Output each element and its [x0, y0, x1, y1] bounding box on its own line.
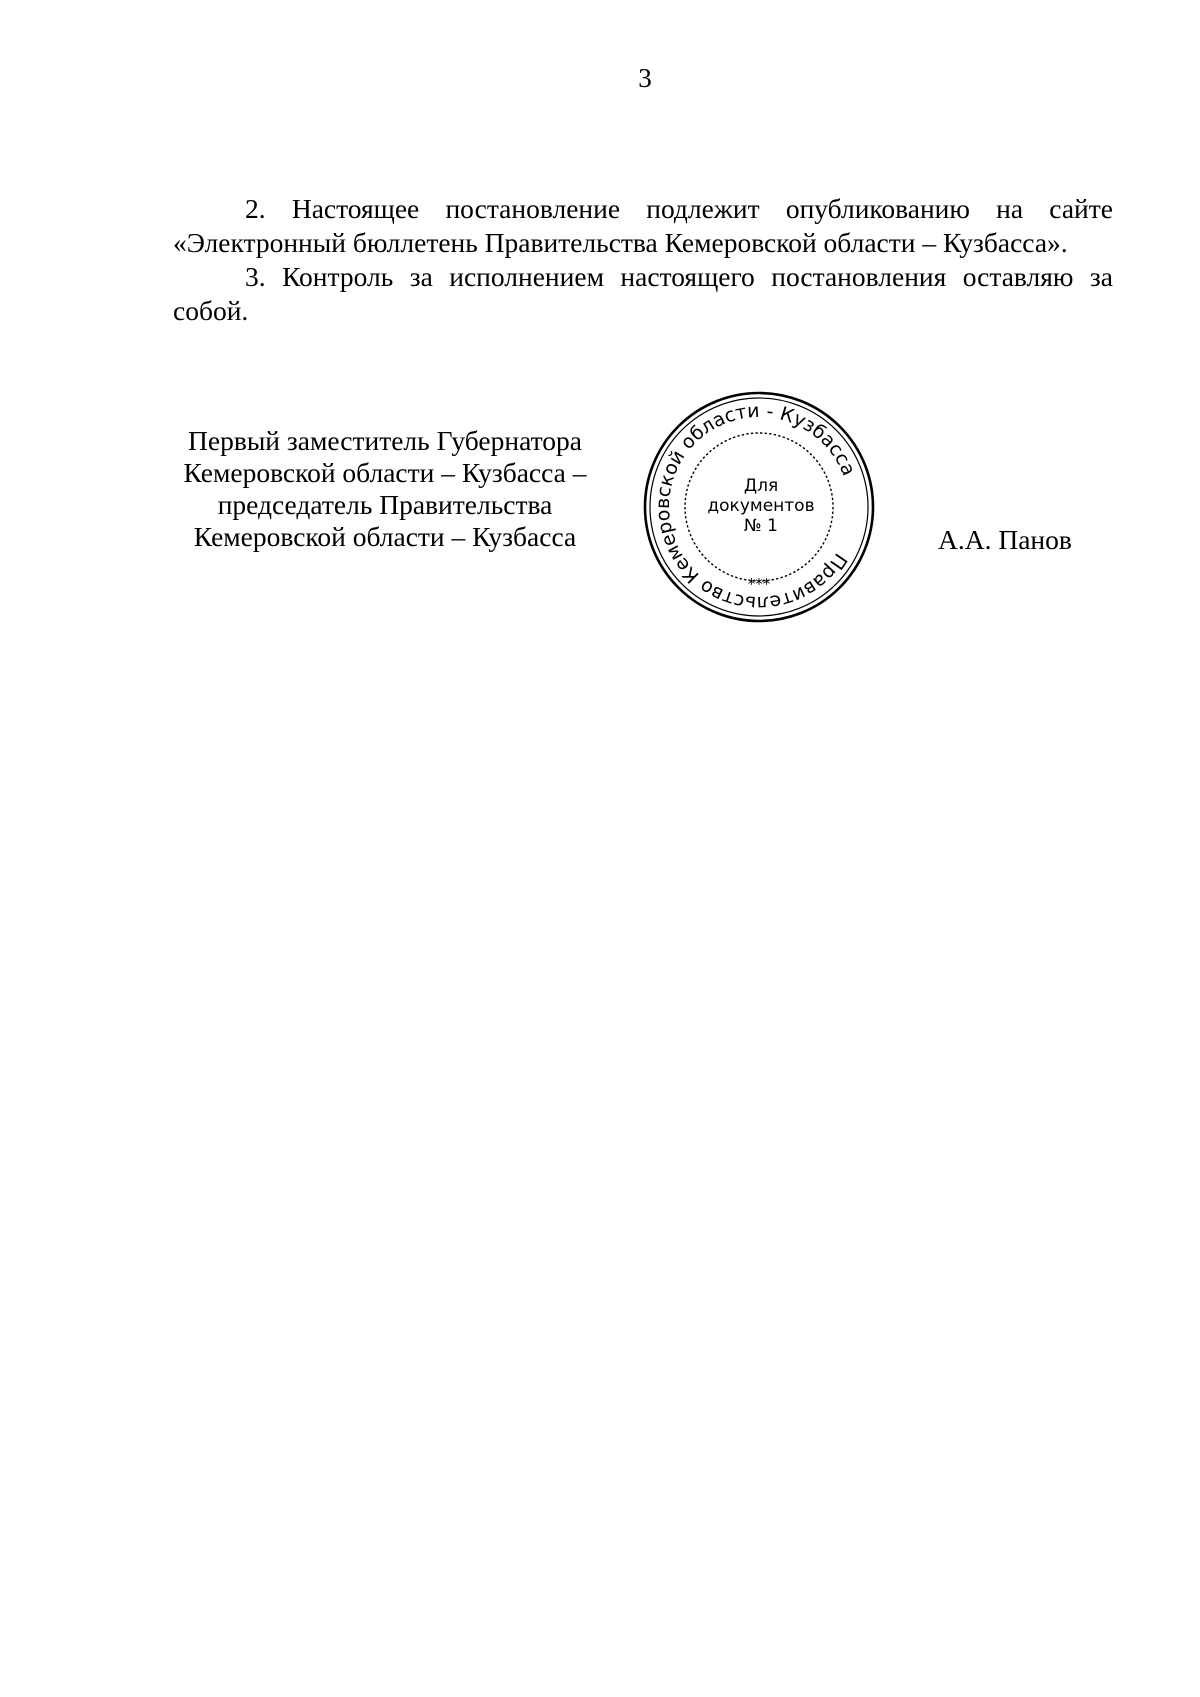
- paragraph-control: 3. Контроль за исполнением настоящего постановления оставляю за собой.: [173, 261, 1113, 326]
- document-body: [173, 192, 1113, 328]
- position-line: Первый заместитель Губернатора: [188, 425, 582, 456]
- position-line: Кемеровской области – Кузбасса –: [183, 457, 587, 488]
- seal-center-line: № 1: [744, 516, 778, 536]
- official-seal: [640, 388, 878, 626]
- seal-ring-text: Правительство Кемеровской области - Кузбасса: [651, 399, 860, 615]
- seal-center-line: документов: [707, 496, 815, 516]
- page-number: 3: [638, 63, 652, 93]
- paragraph-publication: 2. Настоящее постановление подлежит опубликованию на сайте «Электронный бюллетень Правительства Кемеровской области – Кузбасса».: [173, 193, 1113, 258]
- position-line: председатель Правительства: [217, 489, 553, 520]
- seal-star-mark: ***: [747, 575, 771, 593]
- position-line: Кемеровской области – Кузбасса: [193, 521, 577, 552]
- signatory-position: [150, 425, 620, 553]
- seal-center-line: Для: [743, 476, 779, 496]
- signer-name: А.А. Панов: [938, 524, 1072, 555]
